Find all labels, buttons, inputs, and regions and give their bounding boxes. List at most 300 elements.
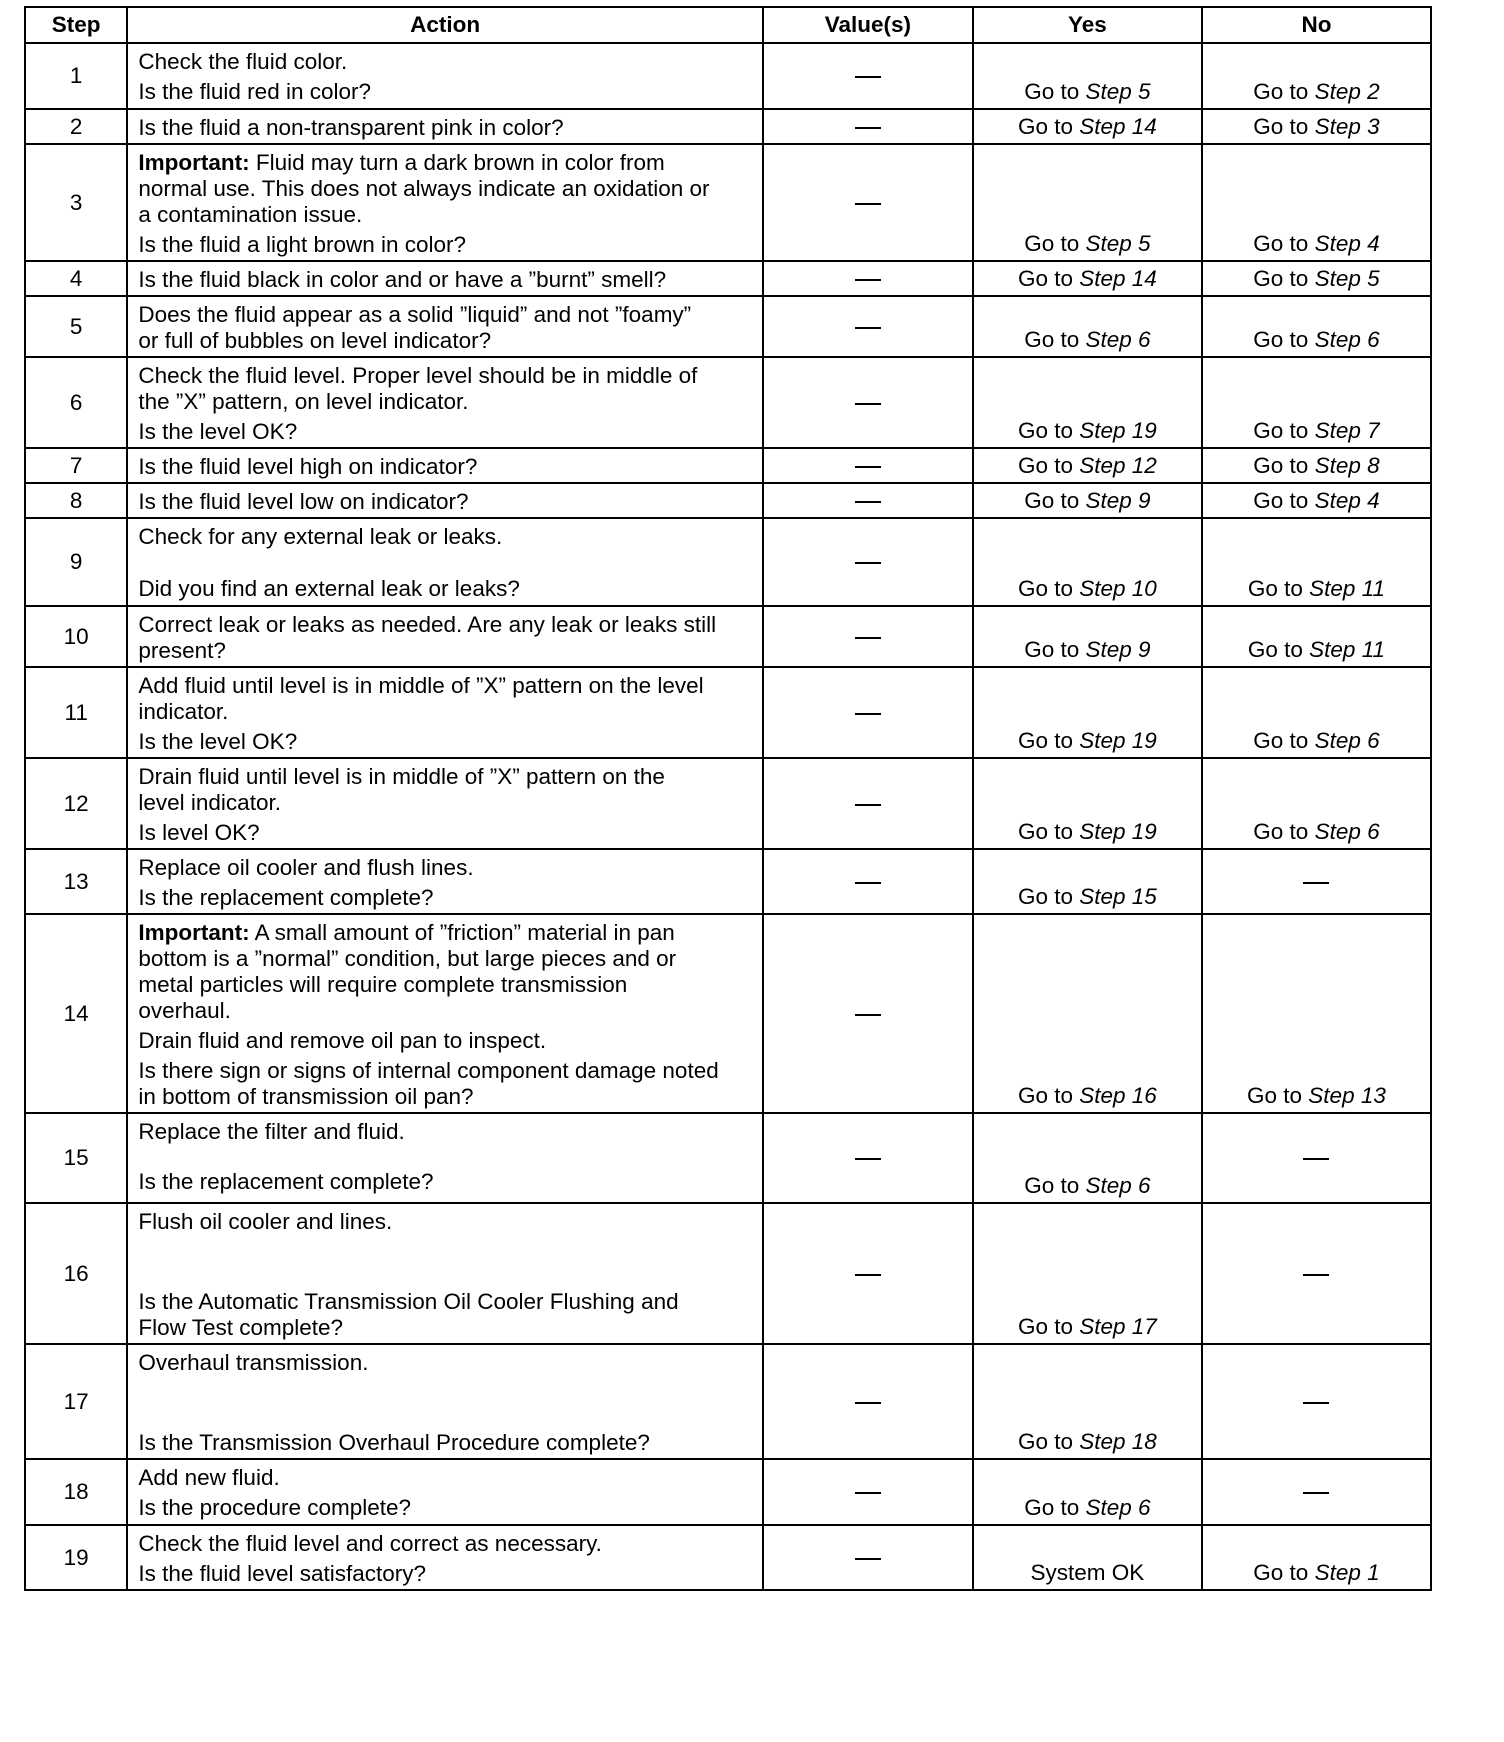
step-number: 10 — [1131, 576, 1157, 601]
step-word: Step — [1314, 418, 1361, 443]
step-link[interactable] — [1315, 79, 1380, 104]
goto-prefix: Go to — [1017, 576, 1073, 601]
step-number: 7 — [1367, 418, 1380, 443]
step-number-cell: 1 — [25, 43, 127, 109]
no-cell — [1202, 296, 1431, 357]
step-number-cell: 18 — [25, 1459, 127, 1525]
action-text: Is the level OK? — [138, 729, 298, 754]
step-word: Step — [1079, 1083, 1126, 1108]
step-number-cell: 13 — [25, 849, 127, 914]
step-number: 15 — [1131, 884, 1157, 909]
step-number: 19 — [1131, 728, 1157, 753]
value-cell — [763, 1344, 973, 1459]
step-number-cell: 2 — [25, 109, 127, 144]
value-cell — [763, 483, 973, 518]
value-cell — [763, 518, 973, 606]
step-word: Step — [1079, 576, 1126, 601]
goto-prefix: Go to — [1017, 728, 1073, 753]
goto-prefix: Go to — [1253, 819, 1309, 844]
action-paragraph — [138, 419, 753, 445]
step-link[interactable] — [1315, 488, 1380, 513]
step-number: 3 — [1367, 114, 1380, 139]
no-cell — [1202, 1203, 1431, 1344]
step-link[interactable] — [1085, 1173, 1150, 1198]
em-dash — [855, 403, 881, 405]
goto-prefix: Go to — [1253, 327, 1309, 352]
step-number: 18 — [1131, 1429, 1157, 1454]
step-number-cell: 6 — [25, 357, 127, 448]
step-number-cell: 16 — [25, 1203, 127, 1344]
value-cell — [763, 914, 973, 1113]
goto-prefix: Go to — [1017, 884, 1073, 909]
yes-cell — [973, 483, 1202, 518]
action-text: Is the fluid a non-transparent pink in color? — [138, 115, 564, 140]
yes-cell — [973, 667, 1202, 758]
action-text: Drain fluid until level is in middle of ”X” pattern on the level indicator. — [138, 764, 665, 815]
step-number-cell: 11 — [25, 667, 127, 758]
step-word: Step — [1314, 1560, 1361, 1585]
step-word: Step — [1079, 114, 1126, 139]
step-word: Step — [1085, 1495, 1132, 1520]
step-word: Step — [1085, 327, 1132, 352]
action-paragraph — [138, 855, 753, 881]
action-paragraph — [138, 489, 753, 515]
no-cell — [1202, 357, 1431, 448]
step-link[interactable] — [1085, 637, 1150, 662]
step-link[interactable] — [1315, 1560, 1380, 1585]
step-link[interactable] — [1079, 418, 1157, 443]
action-paragraph — [138, 920, 753, 1024]
step-link[interactable] — [1085, 488, 1150, 513]
no-cell — [1202, 849, 1431, 914]
action-text: Correct leak or leaks as needed. Are any leak or leaks still present? — [138, 612, 717, 663]
yes-cell — [973, 758, 1202, 849]
em-dash — [855, 1402, 881, 1404]
no-cell — [1202, 914, 1431, 1113]
action-paragraph — [138, 1561, 753, 1587]
table-row — [25, 1113, 1431, 1203]
step-word: Step — [1314, 488, 1361, 513]
yes-cell — [973, 1203, 1202, 1344]
action-paragraph — [138, 612, 753, 664]
step-word: Step — [1314, 728, 1361, 753]
action-text: Is the replacement complete? — [138, 885, 434, 910]
step-word: Step — [1314, 453, 1361, 478]
action-paragraph — [138, 1209, 753, 1235]
action-cell — [127, 758, 762, 849]
step-link[interactable] — [1079, 576, 1157, 601]
em-dash — [855, 562, 881, 564]
step-number: 13 — [1360, 1083, 1386, 1108]
step-number-cell: 17 — [25, 1344, 127, 1459]
action-text: Is the fluid level high on indicator? — [138, 454, 478, 479]
goto-prefix: Go to — [1253, 266, 1309, 291]
table-row — [25, 43, 1431, 109]
value-cell — [763, 261, 973, 296]
step-number-cell: 10 — [25, 606, 127, 667]
yes-cell — [973, 144, 1202, 261]
step-word: Step — [1079, 1429, 1126, 1454]
goto-prefix: Go to — [1017, 1083, 1073, 1108]
no-cell — [1202, 483, 1431, 518]
step-number: 14 — [1131, 266, 1157, 291]
value-cell — [763, 357, 973, 448]
step-word: Step — [1079, 418, 1126, 443]
step-number: 6 — [1367, 327, 1380, 352]
step-word: Step — [1079, 266, 1126, 291]
yes-cell — [973, 43, 1202, 109]
em-dash — [855, 466, 881, 468]
action-cell — [127, 1203, 762, 1344]
step-link[interactable] — [1079, 728, 1157, 753]
table-row — [25, 518, 1431, 606]
step-number: 11 — [1361, 576, 1386, 601]
step-word: Step — [1314, 79, 1361, 104]
value-cell — [763, 1459, 973, 1525]
action-text: Add new fluid. — [138, 1465, 280, 1490]
step-word: Step — [1085, 231, 1132, 256]
action-text: Replace the filter and fluid. — [138, 1119, 405, 1144]
goto-prefix: Go to — [1024, 488, 1080, 513]
goto-prefix: Go to — [1017, 1429, 1073, 1454]
step-number-cell: 19 — [25, 1525, 127, 1590]
step-link[interactable] — [1315, 231, 1380, 256]
no-cell — [1202, 1113, 1431, 1203]
step-word: Step — [1085, 79, 1132, 104]
action-text: Did you find an external leak or leaks? — [138, 576, 520, 601]
em-dash — [855, 279, 881, 281]
step-word: Step — [1314, 266, 1361, 291]
table-row — [25, 914, 1431, 1113]
no-cell — [1202, 1459, 1431, 1525]
step-number: 9 — [1138, 637, 1151, 662]
action-cell — [127, 109, 762, 144]
em-dash — [855, 1492, 881, 1494]
action-paragraph — [138, 1495, 753, 1521]
em-dash — [855, 882, 881, 884]
action-text: Drain fluid and remove oil pan to inspect. — [138, 1028, 547, 1053]
action-text: Is the fluid a light brown in color? — [138, 232, 467, 257]
table-header-row — [25, 7, 1431, 43]
value-cell — [763, 667, 973, 758]
action-cell — [127, 1113, 762, 1203]
goto-prefix: Go to — [1247, 637, 1303, 662]
action-paragraph — [138, 232, 753, 258]
goto-prefix: Go to — [1253, 114, 1309, 139]
action-paragraph — [138, 115, 753, 141]
action-paragraph — [138, 1430, 753, 1456]
em-dash — [1303, 882, 1329, 884]
diagnostic-table-sheet — [24, 6, 1432, 1591]
step-number: 14 — [1131, 114, 1157, 139]
step-link[interactable] — [1315, 728, 1380, 753]
step-number: 16 — [1131, 1083, 1157, 1108]
step-number: 1 — [1367, 1560, 1380, 1585]
step-word: Step — [1314, 327, 1361, 352]
action-cell — [127, 518, 762, 606]
em-dash — [855, 76, 881, 78]
goto-prefix: Go to — [1017, 453, 1073, 478]
step-word: Step — [1079, 819, 1126, 844]
step-number-cell: 8 — [25, 483, 127, 518]
step-number-cell: 9 — [25, 518, 127, 606]
goto-prefix: Go to — [1253, 231, 1309, 256]
step-number: 6 — [1138, 1495, 1151, 1520]
action-text: Is the fluid level satisfactory? — [138, 1561, 427, 1586]
goto-prefix: Go to — [1253, 488, 1309, 513]
step-word: Step — [1085, 1173, 1132, 1198]
step-link[interactable] — [1315, 266, 1380, 291]
step-number: 9 — [1138, 488, 1151, 513]
header-yes: Yes — [973, 7, 1202, 43]
no-cell — [1202, 518, 1431, 606]
action-text: Is the Automatic Transmission Oil Cooler Flushing and Flow Test complete? — [138, 1289, 679, 1340]
yes-cell — [973, 914, 1202, 1113]
step-word: Step — [1314, 114, 1361, 139]
action-text: Is the Transmission Overhaul Procedure complete? — [138, 1430, 650, 1455]
step-number: 2 — [1367, 79, 1380, 104]
step-link[interactable] — [1315, 453, 1380, 478]
yes-cell — [973, 1525, 1202, 1590]
step-number-cell: 5 — [25, 296, 127, 357]
step-link[interactable] — [1315, 418, 1380, 443]
action-paragraph — [138, 150, 753, 228]
action-text: Flush oil cooler and lines. — [138, 1209, 393, 1234]
action-text: Check for any external leak or leaks. — [138, 524, 503, 549]
action-paragraph — [138, 1350, 753, 1376]
action-cell — [127, 1459, 762, 1525]
important-label: Important: — [138, 150, 250, 175]
goto-prefix: Go to — [1024, 79, 1080, 104]
em-dash — [855, 637, 881, 639]
step-link[interactable] — [1085, 79, 1150, 104]
yes-cell — [973, 109, 1202, 144]
action-paragraph — [138, 49, 753, 75]
action-text: Is level OK? — [138, 820, 260, 845]
action-text: Is the replacement complete? — [138, 1169, 434, 1194]
goto-prefix: Go to — [1024, 231, 1080, 256]
step-word: Step — [1314, 231, 1361, 256]
action-text: Is the procedure complete? — [138, 1495, 412, 1520]
action-text: A small amount of ”friction” material in pan bottom is a ”normal” condition, but large pieces and or metal particles will require complete transmission overhaul. — [138, 920, 677, 1023]
action-paragraph — [138, 1169, 753, 1195]
action-paragraph — [138, 524, 753, 550]
step-word: Step — [1085, 637, 1132, 662]
step-link[interactable] — [1315, 819, 1380, 844]
action-cell — [127, 1525, 762, 1590]
value-cell — [763, 448, 973, 483]
table-body — [25, 43, 1431, 1590]
step-link[interactable] — [1079, 819, 1157, 844]
goto-prefix: Go to — [1017, 1314, 1073, 1339]
action-cell — [127, 914, 762, 1113]
table-row — [25, 758, 1431, 849]
goto-prefix: Go to — [1253, 418, 1309, 443]
goto-prefix: Go to — [1024, 1173, 1080, 1198]
goto-prefix: Go to — [1017, 418, 1073, 443]
header-action: Action — [127, 7, 762, 43]
action-cell — [127, 144, 762, 261]
em-dash — [855, 327, 881, 329]
no-cell — [1202, 758, 1431, 849]
action-paragraph — [138, 454, 753, 480]
step-number: 8 — [1367, 453, 1380, 478]
header-no: No — [1202, 7, 1431, 43]
important-label: Important: — [138, 920, 250, 945]
action-paragraph — [138, 267, 753, 293]
step-link[interactable] — [1309, 576, 1385, 601]
action-paragraph — [138, 885, 753, 911]
yes-cell — [973, 296, 1202, 357]
action-paragraph — [138, 576, 753, 602]
step-number-cell: 15 — [25, 1113, 127, 1203]
value-cell — [763, 1113, 973, 1203]
yes-cell — [973, 849, 1202, 914]
goto-prefix: Go to — [1253, 728, 1309, 753]
table-row — [25, 144, 1431, 261]
step-number: 12 — [1131, 453, 1157, 478]
diagnostic-table — [24, 6, 1432, 1591]
step-word: Step — [1309, 576, 1356, 601]
action-text: Overhaul transmission. — [138, 1350, 369, 1375]
action-text: Is the fluid red in color? — [138, 79, 371, 104]
action-paragraph — [138, 764, 753, 816]
step-word: Step — [1079, 728, 1126, 753]
action-paragraph — [138, 1028, 753, 1054]
goto-prefix: Go to — [1253, 1560, 1309, 1585]
step-number-cell: 12 — [25, 758, 127, 849]
action-paragraph — [138, 820, 753, 846]
goto-prefix: Go to — [1017, 266, 1073, 291]
step-word: Step — [1309, 637, 1356, 662]
table-row — [25, 448, 1431, 483]
step-link[interactable] — [1309, 637, 1385, 662]
step-number: 11 — [1361, 637, 1386, 662]
action-text: Is the fluid black in color and or have a ”burnt” smell? — [138, 267, 667, 292]
em-dash — [855, 804, 881, 806]
em-dash — [855, 127, 881, 129]
em-dash — [855, 1014, 881, 1016]
step-link[interactable] — [1079, 114, 1157, 139]
action-text: Fluid may turn a dark brown in color from normal use. This does not always indicate an oxidation or a contamination issue. — [138, 150, 710, 227]
step-number-cell: 7 — [25, 448, 127, 483]
step-number: 5 — [1138, 231, 1151, 256]
table-row — [25, 849, 1431, 914]
value-cell — [763, 109, 973, 144]
em-dash — [855, 501, 881, 503]
goto-prefix: Go to — [1017, 819, 1073, 844]
action-paragraph — [138, 363, 753, 415]
header-step: Step — [25, 7, 127, 43]
action-text: Check the fluid level. Proper level should be in middle of the ”X” pattern, on level indicator. — [138, 363, 698, 414]
no-cell — [1202, 144, 1431, 261]
action-cell — [127, 357, 762, 448]
step-number: 19 — [1131, 418, 1157, 443]
step-link[interactable] — [1085, 327, 1150, 352]
step-link[interactable] — [1315, 327, 1380, 352]
value-cell — [763, 606, 973, 667]
step-link[interactable] — [1308, 1083, 1386, 1108]
step-number-cell: 3 — [25, 144, 127, 261]
action-paragraph — [138, 673, 753, 725]
yes-cell — [973, 606, 1202, 667]
step-word: Step — [1085, 488, 1132, 513]
step-link[interactable] — [1315, 114, 1380, 139]
table-row — [25, 296, 1431, 357]
step-word: Step — [1079, 1314, 1126, 1339]
em-dash — [855, 203, 881, 205]
step-word: Step — [1079, 453, 1126, 478]
action-cell — [127, 606, 762, 667]
action-paragraph — [138, 1119, 753, 1145]
action-paragraph — [138, 729, 753, 755]
step-word: Step — [1314, 819, 1361, 844]
action-cell — [127, 261, 762, 296]
em-dash — [855, 713, 881, 715]
step-link[interactable] — [1079, 1083, 1157, 1108]
no-cell — [1202, 261, 1431, 296]
action-cell — [127, 1344, 762, 1459]
no-cell — [1202, 606, 1431, 667]
step-number: 19 — [1131, 819, 1157, 844]
goto-prefix: Go to — [1024, 637, 1080, 662]
table-row — [25, 1525, 1431, 1590]
em-dash — [1303, 1492, 1329, 1494]
value-cell — [763, 296, 973, 357]
yes-cell — [973, 1344, 1202, 1459]
action-cell — [127, 849, 762, 914]
step-number: 5 — [1367, 266, 1380, 291]
action-paragraph — [138, 79, 753, 105]
step-number: 4 — [1367, 488, 1380, 513]
action-paragraph — [138, 1465, 753, 1491]
table-row — [25, 606, 1431, 667]
step-link[interactable] — [1079, 266, 1157, 291]
action-paragraph — [138, 1531, 753, 1557]
em-dash — [855, 1158, 881, 1160]
step-link[interactable] — [1085, 231, 1150, 256]
table-row — [25, 109, 1431, 144]
step-number: 6 — [1367, 728, 1380, 753]
yes-cell — [973, 448, 1202, 483]
action-text: Is there sign or signs of internal component damage noted in bottom of transmission oil pan? — [138, 1058, 719, 1109]
em-dash — [1303, 1402, 1329, 1404]
em-dash — [855, 1558, 881, 1560]
step-link[interactable] — [1079, 884, 1157, 909]
value-cell — [763, 144, 973, 261]
no-cell — [1202, 667, 1431, 758]
step-number: 4 — [1367, 231, 1380, 256]
table-row — [25, 1203, 1431, 1344]
action-text: Is the fluid level low on indicator? — [138, 489, 469, 514]
table-row — [25, 483, 1431, 518]
no-cell — [1202, 1344, 1431, 1459]
goto-prefix: Go to — [1253, 79, 1309, 104]
action-cell — [127, 667, 762, 758]
step-link[interactable] — [1079, 1429, 1157, 1454]
action-text: Add fluid until level is in middle of ”X” pattern on the level indicator. — [138, 673, 704, 724]
step-number: 5 — [1138, 79, 1151, 104]
value-cell — [763, 43, 973, 109]
step-link[interactable] — [1079, 453, 1157, 478]
no-cell — [1202, 1525, 1431, 1590]
step-link[interactable] — [1079, 1314, 1157, 1339]
goto-prefix: Go to — [1253, 453, 1309, 478]
step-link[interactable] — [1085, 1495, 1150, 1520]
goto-prefix: Go to — [1024, 327, 1080, 352]
yes-cell — [973, 357, 1202, 448]
action-text: Is the level OK? — [138, 419, 298, 444]
